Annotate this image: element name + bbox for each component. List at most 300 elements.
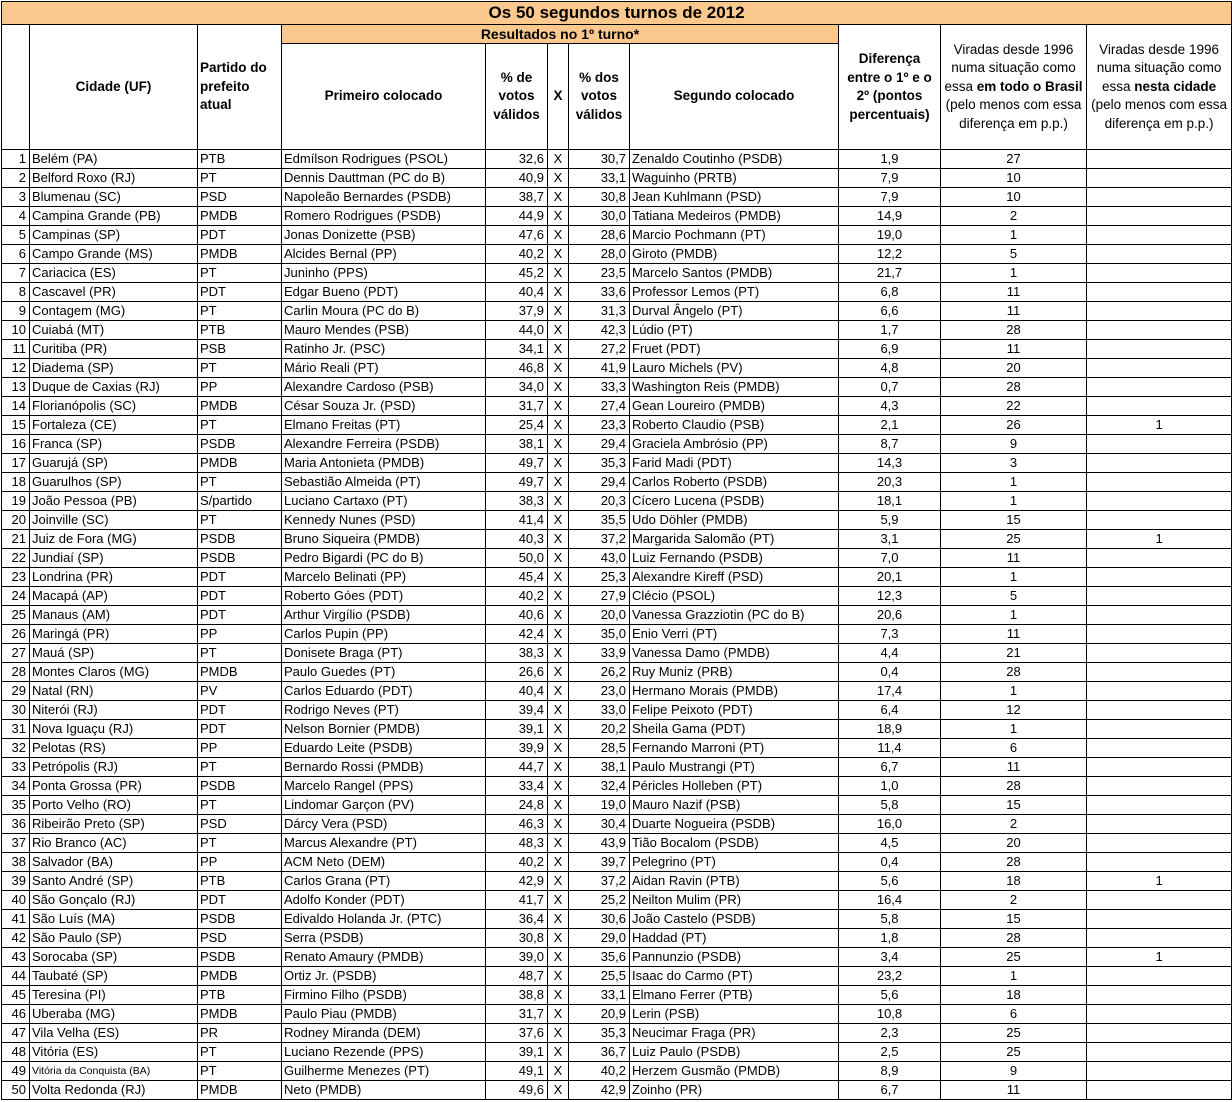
pct-first-cell: 46,8	[486, 359, 548, 378]
party-cell: PDT	[198, 701, 282, 720]
party-cell: PT	[198, 169, 282, 188]
pct-first-cell: 38,3	[486, 492, 548, 511]
party-cell: PDT	[198, 720, 282, 739]
pct-first-cell: 37,6	[486, 1024, 548, 1043]
party-cell: PSD	[198, 188, 282, 207]
table-row	[2, 283, 1232, 302]
reversals-city-cell	[1087, 587, 1232, 606]
pct-second-cell: 20,3	[569, 492, 630, 511]
city-cell: Maringá (PR)	[30, 625, 198, 644]
x-cell: X	[548, 625, 569, 644]
reversals-brasil-cell: 18	[941, 986, 1087, 1005]
pct-second-cell: 27,4	[569, 397, 630, 416]
city-cell: Campo Grande (MS)	[30, 245, 198, 264]
pct-second-cell: 29,0	[569, 929, 630, 948]
difference-cell: 5,8	[839, 796, 941, 815]
party-cell: PP	[198, 625, 282, 644]
difference-cell: 14,3	[839, 454, 941, 473]
difference-cell: 20,3	[839, 473, 941, 492]
first-place-cell: Ortiz Jr. (PSDB)	[282, 967, 486, 986]
reversals-city-cell	[1087, 663, 1232, 682]
table-row	[2, 1024, 1232, 1043]
pct-second-cell: 41,9	[569, 359, 630, 378]
header-reversals-brasil: Viradas desde 1996 numa situação como essa em todo o Brasil (pelo menos com essa diferença em p.p.)	[941, 25, 1087, 150]
second-place-cell: Elmano Ferrer (PTB)	[630, 986, 839, 1005]
table-row	[2, 720, 1232, 739]
first-place-cell: Dennis Dauttman (PC do B)	[282, 169, 486, 188]
city-cell: Teresina (PI)	[30, 986, 198, 1005]
party-cell: PDT	[198, 891, 282, 910]
difference-cell: 23,2	[839, 967, 941, 986]
table-row	[2, 1062, 1232, 1081]
header-x: X	[548, 44, 569, 150]
second-place-cell: Herzem Gusmão (PMDB)	[630, 1062, 839, 1081]
party-cell: PT	[198, 359, 282, 378]
row-number: 21	[2, 530, 30, 549]
second-place-cell: Neucimar Fraga (PR)	[630, 1024, 839, 1043]
first-place-cell: Paulo Piau (PMDB)	[282, 1005, 486, 1024]
first-place-cell: Bernardo Rossi (PMDB)	[282, 758, 486, 777]
row-number: 6	[2, 245, 30, 264]
pct-second-cell: 43,9	[569, 834, 630, 853]
x-cell: X	[548, 568, 569, 587]
reversals-brasil-cell: 11	[941, 1081, 1087, 1100]
party-cell: PSD	[198, 815, 282, 834]
party-cell: PDT	[198, 226, 282, 245]
city-cell: Rio Branco (AC)	[30, 834, 198, 853]
second-place-cell: Farid Madi (PDT)	[630, 454, 839, 473]
table-row	[2, 1005, 1232, 1024]
x-cell: X	[548, 226, 569, 245]
first-place-cell: Ratinho Jr. (PSC)	[282, 340, 486, 359]
city-cell: São Gonçalo (RJ)	[30, 891, 198, 910]
city-cell: Montes Claros (MG)	[30, 663, 198, 682]
difference-cell: 14,9	[839, 207, 941, 226]
first-place-cell: César Souza Jr. (PSD)	[282, 397, 486, 416]
difference-cell: 18,9	[839, 720, 941, 739]
reversals-city-cell: 1	[1087, 416, 1232, 435]
x-cell: X	[548, 435, 569, 454]
party-cell: PT	[198, 758, 282, 777]
second-place-cell: Roberto Claudio (PSB)	[630, 416, 839, 435]
pct-second-cell: 27,9	[569, 587, 630, 606]
party-cell: PV	[198, 682, 282, 701]
table-title: Os 50 segundos turnos de 2012	[2, 2, 1232, 25]
pct-first-cell: 40,2	[486, 853, 548, 872]
reversals-city-cell	[1087, 359, 1232, 378]
city-cell: Juiz de Fora (MG)	[30, 530, 198, 549]
pct-second-cell: 25,2	[569, 891, 630, 910]
second-place-cell: Zoinho (PR)	[630, 1081, 839, 1100]
city-cell: Belford Roxo (RJ)	[30, 169, 198, 188]
pct-second-cell: 23,0	[569, 682, 630, 701]
second-place-cell: Lerin (PSB)	[630, 1005, 839, 1024]
second-place-cell: Hermano Morais (PMDB)	[630, 682, 839, 701]
pct-second-cell: 36,7	[569, 1043, 630, 1062]
table-row	[2, 169, 1232, 188]
first-place-cell: Serra (PSDB)	[282, 929, 486, 948]
difference-cell: 7,3	[839, 625, 941, 644]
pct-first-cell: 33,4	[486, 777, 548, 796]
difference-cell: 3,4	[839, 948, 941, 967]
reversals-brasil-cell: 26	[941, 416, 1087, 435]
row-number: 50	[2, 1081, 30, 1100]
pct-first-cell: 41,7	[486, 891, 548, 910]
difference-cell: 16,4	[839, 891, 941, 910]
party-cell: PMDB	[198, 1081, 282, 1100]
pct-first-cell: 38,3	[486, 644, 548, 663]
city-cell: Macapá (AP)	[30, 587, 198, 606]
party-cell: PT	[198, 302, 282, 321]
difference-cell: 21,7	[839, 264, 941, 283]
party-cell: PP	[198, 853, 282, 872]
second-place-cell: Ruy Muniz (PRB)	[630, 663, 839, 682]
pct-second-cell: 28,5	[569, 739, 630, 758]
row-number: 34	[2, 777, 30, 796]
party-cell: PT	[198, 1043, 282, 1062]
x-cell: X	[548, 777, 569, 796]
first-place-cell: Mauro Mendes (PSB)	[282, 321, 486, 340]
reversals-city-cell	[1087, 511, 1232, 530]
header-first-place: Primeiro colocado	[282, 44, 486, 150]
city-cell: Petrópolis (RJ)	[30, 758, 198, 777]
party-cell: PMDB	[198, 454, 282, 473]
city-cell: Londrina (PR)	[30, 568, 198, 587]
pct-second-cell: 20,9	[569, 1005, 630, 1024]
reversals-city-cell	[1087, 853, 1232, 872]
row-number: 3	[2, 188, 30, 207]
first-place-cell: Mário Reali (PT)	[282, 359, 486, 378]
second-place-cell: Professor Lemos (PT)	[630, 283, 839, 302]
difference-cell: 4,5	[839, 834, 941, 853]
difference-cell: 20,1	[839, 568, 941, 587]
pct-first-cell: 26,6	[486, 663, 548, 682]
reversals-city-cell	[1087, 378, 1232, 397]
reversals-brasil-cell: 20	[941, 359, 1087, 378]
row-number: 4	[2, 207, 30, 226]
party-cell: PR	[198, 1024, 282, 1043]
pct-first-cell: 40,4	[486, 682, 548, 701]
table-row	[2, 473, 1232, 492]
table-row	[2, 397, 1232, 416]
reversals-brasil-cell: 10	[941, 188, 1087, 207]
x-cell: X	[548, 606, 569, 625]
city-cell: Vitória (ES)	[30, 1043, 198, 1062]
pct-first-cell: 38,1	[486, 435, 548, 454]
reversals-brasil-cell: 11	[941, 625, 1087, 644]
second-place-cell: Tião Bocalom (PSDB)	[630, 834, 839, 853]
second-place-cell: Cícero Lucena (PSDB)	[630, 492, 839, 511]
table-row	[2, 321, 1232, 340]
table-row	[2, 245, 1232, 264]
row-number: 17	[2, 454, 30, 473]
party-cell: PDT	[198, 587, 282, 606]
x-cell: X	[548, 815, 569, 834]
pct-second-cell: 30,8	[569, 188, 630, 207]
party-cell: PTB	[198, 150, 282, 169]
first-place-cell: Romero Rodrigues (PSDB)	[282, 207, 486, 226]
second-place-cell: Luiz Paulo (PSDB)	[630, 1043, 839, 1062]
table-row	[2, 207, 1232, 226]
second-place-cell: Graciela Ambrósio (PP)	[630, 435, 839, 454]
pct-first-cell: 39,9	[486, 739, 548, 758]
pct-second-cell: 35,0	[569, 625, 630, 644]
table-row	[2, 340, 1232, 359]
x-cell: X	[548, 454, 569, 473]
reversals-brasil-cell: 2	[941, 891, 1087, 910]
second-place-cell: Washington Reis (PMDB)	[630, 378, 839, 397]
party-cell: PDT	[198, 283, 282, 302]
x-cell: X	[548, 796, 569, 815]
difference-cell: 2,3	[839, 1024, 941, 1043]
x-cell: X	[548, 340, 569, 359]
difference-cell: 6,8	[839, 283, 941, 302]
reversals-city-cell: 1	[1087, 872, 1232, 891]
pct-first-cell: 39,4	[486, 701, 548, 720]
second-place-cell: Neilton Mulim (PR)	[630, 891, 839, 910]
first-place-cell: Carlos Pupin (PP)	[282, 625, 486, 644]
difference-cell: 5,8	[839, 910, 941, 929]
pct-first-cell: 39,0	[486, 948, 548, 967]
reversals-brasil-cell: 11	[941, 549, 1087, 568]
x-cell: X	[548, 1043, 569, 1062]
party-cell: PSDB	[198, 948, 282, 967]
x-cell: X	[548, 644, 569, 663]
city-cell: Florianópolis (SC)	[30, 397, 198, 416]
table-row	[2, 454, 1232, 473]
table-row	[2, 891, 1232, 910]
reversals-brasil-cell: 15	[941, 910, 1087, 929]
second-place-cell: Vanessa Damo (PMDB)	[630, 644, 839, 663]
reversals-brasil-cell: 15	[941, 511, 1087, 530]
difference-cell: 6,7	[839, 1081, 941, 1100]
pct-first-cell: 39,1	[486, 1043, 548, 1062]
row-number: 11	[2, 340, 30, 359]
x-cell: X	[548, 701, 569, 720]
difference-cell: 3,1	[839, 530, 941, 549]
pct-second-cell: 29,4	[569, 435, 630, 454]
reversals-brasil-cell: 1	[941, 720, 1087, 739]
pct-first-cell: 42,9	[486, 872, 548, 891]
pct-second-cell: 32,4	[569, 777, 630, 796]
second-place-cell: Fruet (PDT)	[630, 340, 839, 359]
difference-cell: 7,9	[839, 188, 941, 207]
row-number: 41	[2, 910, 30, 929]
reversals-brasil-cell: 25	[941, 1043, 1087, 1062]
city-cell: Nova Iguaçu (RJ)	[30, 720, 198, 739]
pct-second-cell: 20,2	[569, 720, 630, 739]
pct-second-cell: 35,6	[569, 948, 630, 967]
second-place-cell: Alexandre Kireff (PSD)	[630, 568, 839, 587]
pct-first-cell: 31,7	[486, 397, 548, 416]
table-row	[2, 188, 1232, 207]
reversals-brasil-cell: 1	[941, 568, 1087, 587]
row-number: 47	[2, 1024, 30, 1043]
reversals-city-cell	[1087, 929, 1232, 948]
difference-cell: 6,6	[839, 302, 941, 321]
reversals-brasil-cell: 6	[941, 739, 1087, 758]
pct-first-cell: 48,7	[486, 967, 548, 986]
reversals-city-cell	[1087, 910, 1232, 929]
row-number: 25	[2, 606, 30, 625]
second-place-cell: Fernando Marroni (PT)	[630, 739, 839, 758]
x-cell: X	[548, 948, 569, 967]
city-cell: Mauá (SP)	[30, 644, 198, 663]
table-row	[2, 644, 1232, 663]
city-cell: Volta Redonda (RJ)	[30, 1081, 198, 1100]
first-place-cell: Edivaldo Holanda Jr. (PTC)	[282, 910, 486, 929]
x-cell: X	[548, 492, 569, 511]
difference-cell: 0,4	[839, 853, 941, 872]
table-row	[2, 264, 1232, 283]
header-second-place: Segundo colocado	[630, 44, 839, 150]
city-cell: Contagem (MG)	[30, 302, 198, 321]
reversals-city-cell	[1087, 1062, 1232, 1081]
difference-cell: 0,4	[839, 663, 941, 682]
row-number: 45	[2, 986, 30, 1005]
pct-first-cell: 44,9	[486, 207, 548, 226]
x-cell: X	[548, 511, 569, 530]
second-place-cell: Aidan Ravin (PTB)	[630, 872, 839, 891]
difference-cell: 2,5	[839, 1043, 941, 1062]
party-cell: PMDB	[198, 1005, 282, 1024]
first-place-cell: Neto (PMDB)	[282, 1081, 486, 1100]
difference-cell: 8,9	[839, 1062, 941, 1081]
pct-first-cell: 40,3	[486, 530, 548, 549]
x-cell: X	[548, 1024, 569, 1043]
reversals-city-cell	[1087, 986, 1232, 1005]
reversals-brasil-cell: 1	[941, 226, 1087, 245]
second-place-cell: Zenaldo Coutinho (PSDB)	[630, 150, 839, 169]
row-number: 28	[2, 663, 30, 682]
table-row	[2, 511, 1232, 530]
party-cell: PT	[198, 416, 282, 435]
pct-first-cell: 37,9	[486, 302, 548, 321]
pct-first-cell: 41,4	[486, 511, 548, 530]
city-cell: Guarujá (SP)	[30, 454, 198, 473]
party-cell: PSB	[198, 340, 282, 359]
table-row	[2, 796, 1232, 815]
pct-second-cell: 23,5	[569, 264, 630, 283]
reversals-city-cell	[1087, 701, 1232, 720]
reversals-city-cell	[1087, 1081, 1232, 1100]
row-number: 24	[2, 587, 30, 606]
pct-first-cell: 46,3	[486, 815, 548, 834]
pct-second-cell: 30,0	[569, 207, 630, 226]
reversals-city-cell: 1	[1087, 948, 1232, 967]
reversals-brasil-cell: 5	[941, 587, 1087, 606]
second-place-cell: Pelegrino (PT)	[630, 853, 839, 872]
x-cell: X	[548, 302, 569, 321]
reversals-brasil-cell: 18	[941, 872, 1087, 891]
city-cell: Duque de Caxias (RJ)	[30, 378, 198, 397]
row-number: 33	[2, 758, 30, 777]
pct-first-cell: 44,7	[486, 758, 548, 777]
reversals-brasil-cell: 28	[941, 663, 1087, 682]
first-place-cell: Alexandre Ferreira (PSDB)	[282, 435, 486, 454]
reversals-city-cell: 1	[1087, 530, 1232, 549]
first-place-cell: Carlos Eduardo (PDT)	[282, 682, 486, 701]
row-number: 20	[2, 511, 30, 530]
pct-second-cell: 28,6	[569, 226, 630, 245]
pct-first-cell: 40,6	[486, 606, 548, 625]
first-place-cell: Alcides Bernal (PP)	[282, 245, 486, 264]
row-number: 26	[2, 625, 30, 644]
pct-second-cell: 25,5	[569, 967, 630, 986]
difference-cell: 1,7	[839, 321, 941, 340]
pct-first-cell: 47,6	[486, 226, 548, 245]
first-place-cell: Sebastião Almeida (PT)	[282, 473, 486, 492]
first-place-cell: Marcelo Belinati (PP)	[282, 568, 486, 587]
reversals-brasil-cell: 3	[941, 454, 1087, 473]
reversals-brasil-cell: 11	[941, 283, 1087, 302]
city-cell: Cascavel (PR)	[30, 283, 198, 302]
city-cell: Vila Velha (ES)	[30, 1024, 198, 1043]
city-cell: Campina Grande (PB)	[30, 207, 198, 226]
second-place-cell: Duarte Nogueira (PSDB)	[630, 815, 839, 834]
pct-second-cell: 30,6	[569, 910, 630, 929]
table-row	[2, 910, 1232, 929]
pct-first-cell: 31,7	[486, 1005, 548, 1024]
pct-second-cell: 43,0	[569, 549, 630, 568]
row-number: 30	[2, 701, 30, 720]
pct-second-cell: 35,5	[569, 511, 630, 530]
difference-cell: 18,1	[839, 492, 941, 511]
x-cell: X	[548, 264, 569, 283]
city-cell: Joinville (SC)	[30, 511, 198, 530]
pct-second-cell: 29,4	[569, 473, 630, 492]
header-pct-first: % de votos válidos	[486, 44, 548, 150]
table-row	[2, 606, 1232, 625]
pct-first-cell: 36,4	[486, 910, 548, 929]
x-cell: X	[548, 378, 569, 397]
city-cell: Porto Velho (RO)	[30, 796, 198, 815]
city-cell: Santo André (SP)	[30, 872, 198, 891]
reversals-brasil-cell: 2	[941, 815, 1087, 834]
second-place-cell: Felipe Peixoto (PDT)	[630, 701, 839, 720]
difference-cell: 7,0	[839, 549, 941, 568]
x-cell: X	[548, 359, 569, 378]
party-cell: PP	[198, 739, 282, 758]
pct-second-cell: 28,0	[569, 245, 630, 264]
city-cell: Manaus (AM)	[30, 606, 198, 625]
first-place-cell: Renato Amaury (PMDB)	[282, 948, 486, 967]
pct-first-cell: 40,2	[486, 587, 548, 606]
city-cell: Taubaté (SP)	[30, 967, 198, 986]
reversals-brasil-cell: 1	[941, 967, 1087, 986]
table-row	[2, 492, 1232, 511]
reversals-city-cell	[1087, 815, 1232, 834]
reversals-brasil-cell: 25	[941, 1024, 1087, 1043]
pct-second-cell: 42,3	[569, 321, 630, 340]
pct-first-cell: 45,2	[486, 264, 548, 283]
x-cell: X	[548, 986, 569, 1005]
reversals-brasil-cell: 1	[941, 682, 1087, 701]
city-cell: Blumenau (SC)	[30, 188, 198, 207]
header-reversals-city: Viradas desde 1996 numa situação como essa nesta cidade (pelo menos com essa diferença em p.p.)	[1087, 25, 1232, 150]
city-cell: São Luís (MA)	[30, 910, 198, 929]
second-place-cell: Isaac do Carmo (PT)	[630, 967, 839, 986]
difference-cell: 12,2	[839, 245, 941, 264]
reversals-city-cell	[1087, 1024, 1232, 1043]
reversals-city-cell	[1087, 1043, 1232, 1062]
reversals-city-cell	[1087, 834, 1232, 853]
x-cell: X	[548, 1062, 569, 1081]
pct-second-cell: 40,2	[569, 1062, 630, 1081]
x-cell: X	[548, 663, 569, 682]
city-cell: Ponta Grossa (PR)	[30, 777, 198, 796]
first-place-cell: Marcus Alexandre (PT)	[282, 834, 486, 853]
